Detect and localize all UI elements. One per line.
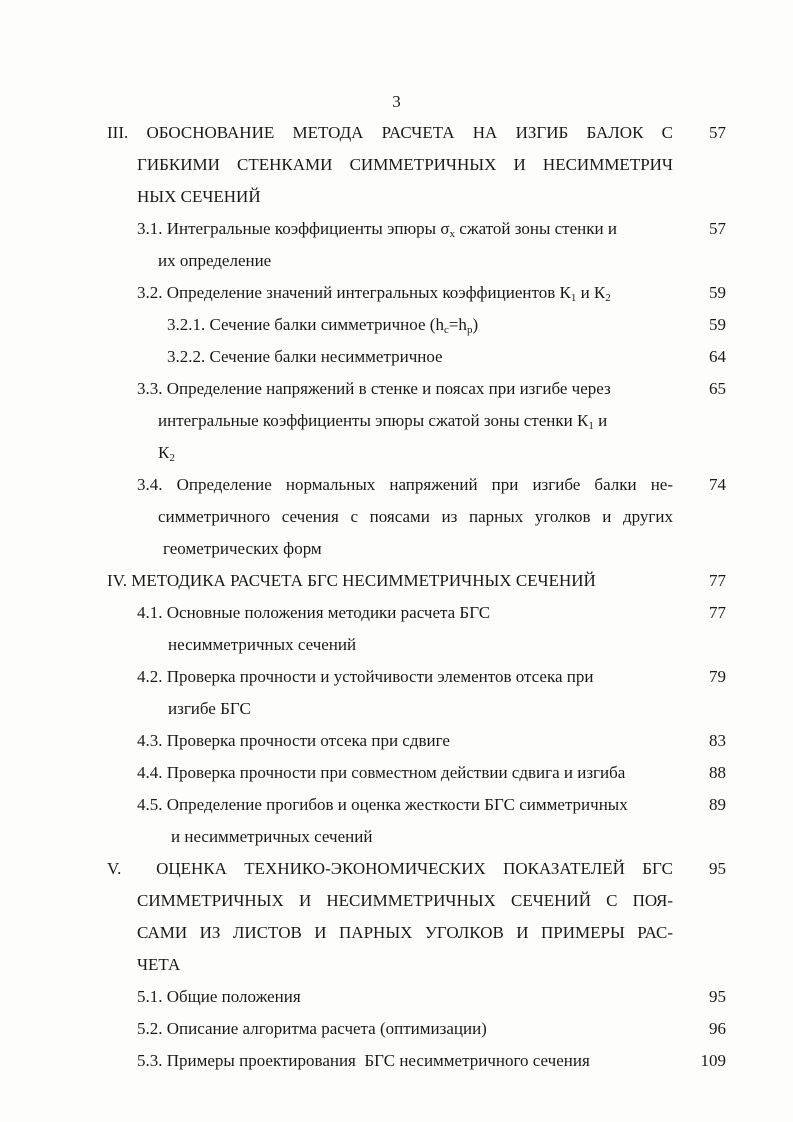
toc-section-3-2	[137, 277, 611, 309]
toc-section-4-2-page: 79	[709, 667, 726, 686]
toc-section-3-1-line-2: их определение	[158, 251, 272, 270]
toc-section-4-2-line-2: изгибе БГС	[168, 699, 251, 718]
toc-chapter-5-line-3: САМИ ИЗ ЛИСТОВ И ПАРНЫХ УГОЛКОВ И ПРИМЕРЫ РАС-	[137, 923, 673, 942]
toc-section-3-2-1	[167, 309, 478, 341]
toc-chapter-3-line-3: НЫХ СЕЧЕНИЙ	[137, 187, 261, 206]
toc-section-5-1: 5.1. Общие положения	[137, 987, 301, 1006]
toc-section-3-2-1-text-c: )	[472, 315, 479, 334]
toc-section-3-4-line-1: 3.4. Определение нормальных напряжений при изгибе балки не-	[137, 475, 673, 494]
toc-chapter-3-line-1: III. ОБОСНОВАНИЕ МЕТОДА РАСЧЕТА НА ИЗГИБ БАЛОК С	[107, 123, 673, 142]
toc-section-4-3-page: 83	[709, 731, 726, 750]
toc-section-3-2-2-page: 64	[709, 347, 726, 366]
toc-section-3-3-page: 65	[709, 379, 726, 398]
toc-section-3-4-line-2: симметричного сечения с поясами из парных уголков и других	[158, 507, 673, 526]
toc-section-3-1-page: 57	[709, 219, 726, 238]
toc-section-3-4-line-3: геометрических форм	[163, 539, 322, 558]
toc-chapter-5-line-1: V. ОЦЕНКА ТЕХНИКО-ЭКОНОМИЧЕСКИХ ПОКАЗАТЕЛЕЙ БГС	[107, 859, 673, 878]
toc-section-3-3-text-c: К	[158, 443, 170, 462]
toc-section-4-4-page: 88	[709, 763, 726, 782]
toc-section-5-2-page: 96	[709, 1019, 726, 1038]
toc-section-4-5-line-2: и несимметричных сечений	[171, 827, 373, 846]
toc-section-5-3: 5.3. Примеры проектирования БГС несимметричного сечения	[137, 1051, 590, 1070]
toc-section-3-3-line-3	[158, 437, 175, 469]
toc-section-3-4-page: 74	[709, 475, 726, 494]
toc-section-3-3-line-1: 3.3. Определение напряжений в стенке и поясах при изгибе через	[137, 379, 611, 398]
toc-section-5-3-page: 109	[700, 1051, 726, 1070]
toc-section-3-2-sub-2: 2	[605, 292, 611, 304]
toc-section-3-2-1-page: 59	[709, 315, 726, 334]
toc-section-4-3: 4.3. Проверка прочности отсека при сдвиге	[137, 731, 450, 750]
toc-chapter-4-page: 77	[709, 571, 726, 590]
toc-chapter-5-line-4: ЧЕТА	[137, 955, 181, 974]
toc-chapter-3-line-2: ГИБКИМИ СТЕНКАМИ СИММЕТРИЧНЫХ И НЕСИММЕТРИЧ	[137, 155, 673, 174]
toc-section-3-2-1-text-b: =h	[448, 315, 467, 334]
toc-section-3-2-sub-1: 1	[570, 292, 577, 304]
toc-section-3-2-1-sub-2: p	[466, 324, 473, 336]
toc-section-3-3-text-b: и	[593, 411, 608, 430]
toc-section-3-2-page: 59	[709, 283, 726, 302]
toc-section-4-1-line-2: несимметричных сечений	[168, 635, 357, 654]
toc-section-3-3-sub-1: 1	[588, 420, 594, 432]
toc-section-3-2-text-a: 3.2. Определение значений интегральных коэффициентов К	[137, 283, 571, 302]
page-number: 3	[392, 92, 401, 111]
toc-chapter-4: IV. МЕТОДИКА РАСЧЕТА БГС НЕСИММЕТРИЧНЫХ СЕЧЕНИЙ	[107, 571, 596, 590]
toc-section-5-2: 5.2. Описание алгоритма расчета (оптимизации)	[137, 1019, 487, 1038]
toc-section-4-4: 4.4. Проверка прочности при совместном действии сдвига и изгиба	[137, 763, 626, 782]
toc-section-4-5-line-1: 4.5. Определение прогибов и оценка жесткости БГС симметричных	[137, 795, 628, 814]
toc-section-5-1-page: 95	[709, 987, 726, 1006]
toc-section-3-3-sub-2: 2	[169, 452, 175, 464]
toc-section-4-5-page: 89	[709, 795, 726, 814]
toc-section-3-1-subscript: x	[449, 228, 456, 240]
toc-section-3-3-line-2	[158, 405, 607, 437]
toc-section-4-2-line-1: 4.2. Проверка прочности и устойчивости элементов отсека при	[137, 667, 594, 686]
toc-section-3-2-text-b: и К	[576, 283, 606, 302]
toc-section-3-3-text-a: интегральные коэффициенты эпюры сжатой зоны стенки К	[158, 411, 589, 430]
toc-section-3-2-1-sub-1: c	[443, 324, 449, 336]
toc-section-4-1-line-1: 4.1. Основные положения методики расчета БГС	[137, 603, 491, 622]
toc-section-3-1-line-1	[137, 213, 617, 245]
toc-chapter-5-line-2: СИММЕТРИЧНЫХ И НЕСИММЕТРИЧНЫХ СЕЧЕНИЙ С ПОЯ-	[137, 891, 673, 910]
toc-chapter-3-page: 57	[709, 123, 726, 142]
toc-chapter-5-page: 95	[709, 859, 726, 878]
toc-section-3-2-1-text-a: 3.2.1. Сечение балки симметричное (h	[167, 315, 444, 334]
toc-section-4-1-page: 77	[709, 603, 726, 622]
toc-section-3-1-text-b: сжатой зоны стенки и	[455, 219, 617, 238]
toc-section-3-2-2: 3.2.2. Сечение балки несимметричное	[167, 347, 443, 366]
toc-section-3-1-text-a: 3.1. Интегральные коэффициенты эпюры σ	[137, 219, 450, 238]
